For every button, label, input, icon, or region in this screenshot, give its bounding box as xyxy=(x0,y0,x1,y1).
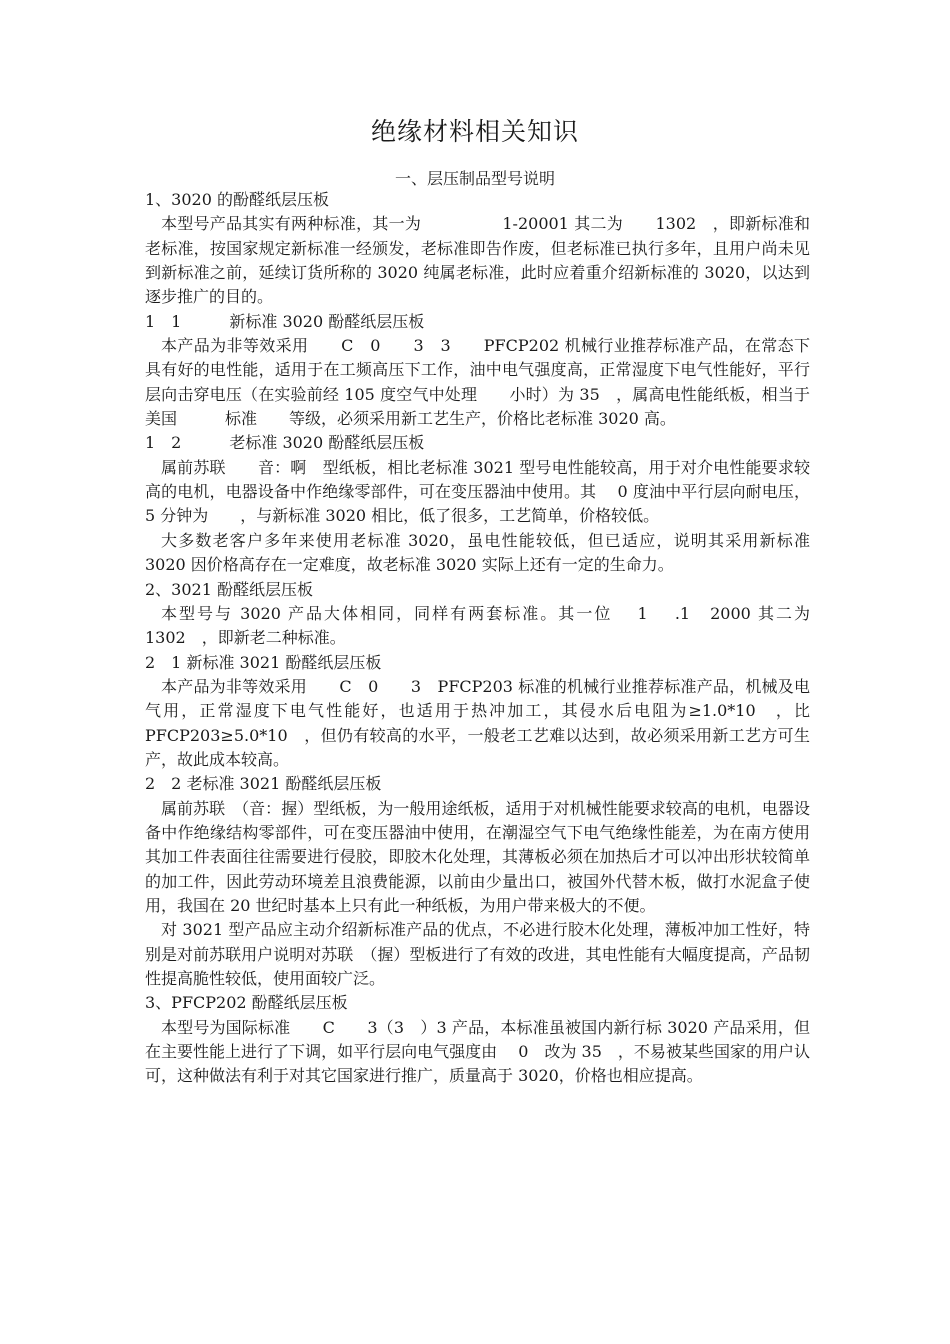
paragraph: 本产品为非等效采用 C 0 3 PFCP203 标准的机械行业推荐标准产品，机械及电气用，正常湿度下电气性能好，也适用于热冲加工，其侵水后电阻为≥1.0*10 ，比 PFCP203≥5.0*10 ，但仍有较高的水平，一般老工艺难以达到，故必须采用新工艺方可生产，故此成本较高。 xyxy=(145,676,810,769)
paragraph: 本产品为非等效采用 C 0 3 3 PFCP202 机械行业推荐标准产品，在常态下具有好的电性能，适用于在工频高压下工作，油中电气强度高，正常湿度下电气性能好，平行层向击穿电压（在实验前经 105 度空气中处理 小时）为 35 ，属高电性能纸板，相当于美国 标准 等级，必须采用新工艺生产，价格比老标准 3020 高。 xyxy=(145,336,810,429)
paragraph-heading: 2 2 老标准 3021 酚醛纸层压板 xyxy=(145,774,382,794)
paragraph: 属前苏联 （音：握）型纸板，为一般用途纸板，适用于对机械性能要求较高的电机，电器设备中作绝缘结构零部件，可在变压器油中使用，在潮湿空气下电气绝缘性能差，为在南方使用其加工件表面往往需要进行侵胶，即胶木化处理，其薄板必须在加热后才可以冲出形状较简单的加工件，因此劳动环境差且浪费能源，以前由少量出口，被国外代替木板，做打水泥盒子使用，我国在 20 世纪时基本上只有此一种纸板，为用户带来极大的不便。 xyxy=(145,798,810,915)
paragraph: 本型号产品其实有两种标准，其一为 1-20001 其二为 1302 ，即新标准和老标准，按国家规定新标准一经颁发，老标准即告作废，但老标准已执行多年，且用户尚未见到新标准之前，延续订货所称的 3020 纯属老标准，此时应着重介绍新标准的 3020，以达到逐步推广的目的。 xyxy=(145,214,810,307)
paragraph: 属前苏联 音：啊 型纸板，相比老标准 3021 型号电性能较高，用于对介电性能要求较高的电机，电器设备中作绝缘零部件，可在变压器油中使用。其 0 度油中平行层向耐电压，5 分钟为 ，与新标准 3020 相比，低了很多，工艺简单，价格较低。 xyxy=(145,457,810,526)
paragraph-heading: 2 1 新标准 3021 酚醛纸层压板 xyxy=(145,652,382,672)
paragraph-heading: 1 1 新标准 3020 酚醛纸层压板 xyxy=(145,311,425,331)
paragraph-heading: 1、3020 的酚醛纸层压板 xyxy=(145,190,329,209)
section-heading: 一、层压制品型号说明 xyxy=(394,169,555,188)
paragraph: 本型号为国际标准 C 3（3 ）3 产品，本标准虽被国内新行标 3020 产品采用，但在主要性能上进行了下调，如平行层向电气强度由 0 改为 35 ，不易被某些国家的用户认可，这种做法有利于对其它国家进行推广，质量高于 3020，价格也相应提高。 xyxy=(145,1017,810,1086)
paragraph: 对 3021 型产品应主动介绍新标准产品的优点，不必进行胶木化处理，薄板冲加工性好，特别是对前苏联用户说明对苏联 （握）型板进行了有效的改进，其电性能有大幅度提高，产品韧性提高脆性较低，使用面较广泛。 xyxy=(145,920,810,988)
paragraph: 大多数老客户多年来使用老标准 3020，虽电性能较低，但已适应，说明其采用新标准 3020 因价格高存在一定难度，故老标准 3020 实际上还有一定的生命力。 xyxy=(145,530,810,575)
paragraph-heading: 3、PFCP202 酚醛纸层压板 xyxy=(145,993,348,1013)
document-title: 绝缘材料相关知识 xyxy=(370,117,579,146)
paragraph-heading: 2、3021 酚醛纸层压板 xyxy=(145,579,313,599)
paragraph-heading: 1 2 老标准 3020 酚醛纸层压板 xyxy=(145,433,425,453)
document-body xyxy=(145,188,843,1089)
paragraph: 本型号与 3020 产品大体相同，同样有两套标准。其一位 1 .1 2000 其二为 1302 ，即新老二种标准。 xyxy=(145,603,843,648)
